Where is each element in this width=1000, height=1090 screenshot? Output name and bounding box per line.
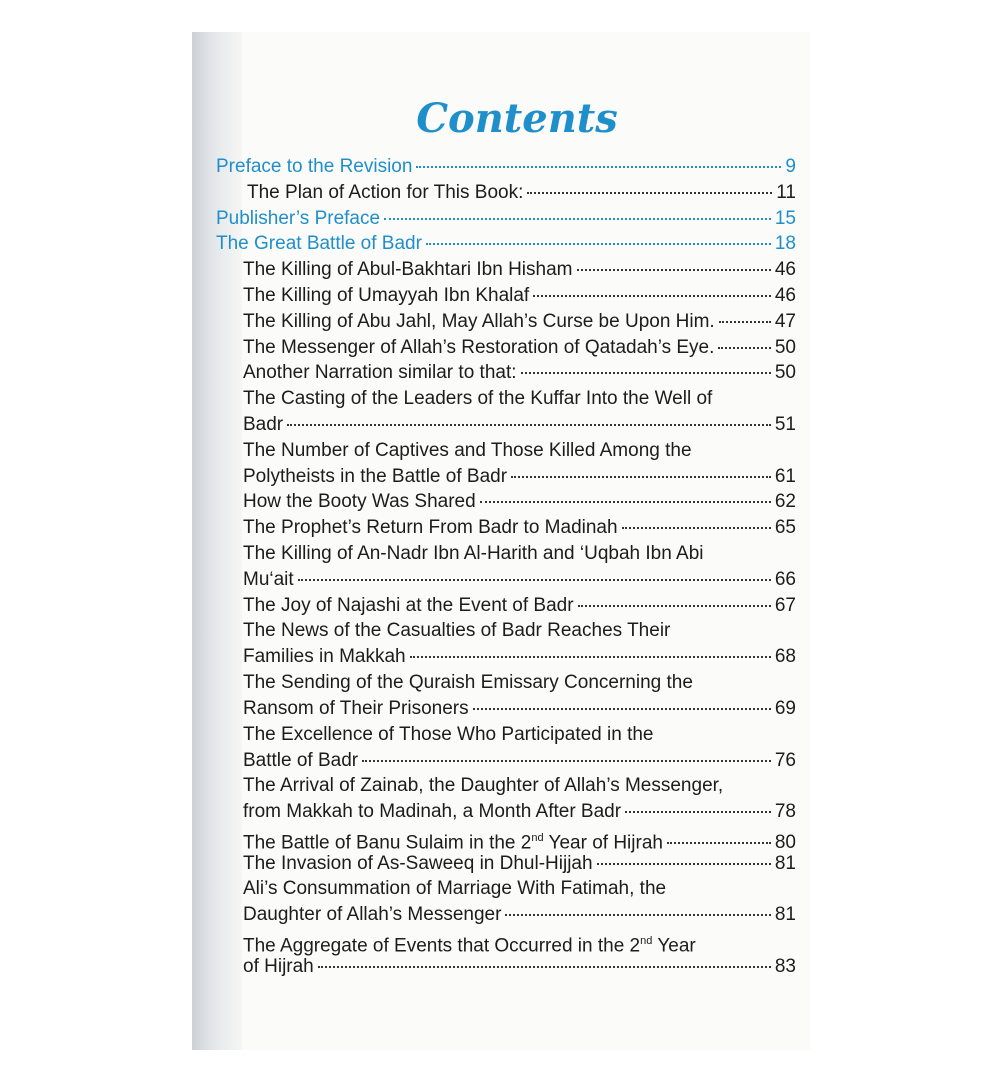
dot-leader <box>719 321 771 323</box>
toc-entry-title: Ali’s Consummation of Marriage With Fatimah, the <box>243 878 667 900</box>
toc-entry-title: Families in Makkah <box>243 646 406 668</box>
toc-entry-title: The Killing of An-Nadr Ibn Al-Harith and ‘Uqbah Ibn Abi <box>243 543 704 564</box>
toc-entry-title: The Invasion of As-Saweeq in Dhul-Hijjah <box>243 852 593 874</box>
toc-entry-title: from Makkah to Madinah, a Month After Badr <box>243 801 622 823</box>
dot-leader <box>667 842 771 844</box>
dot-leader <box>416 166 781 168</box>
toc-entry-title: The Joy of Najashi at the Event of Badr <box>243 594 574 616</box>
toc-page-number: 69 <box>774 698 796 719</box>
toc-page-number: 83 <box>774 956 796 977</box>
toc-entry[interactable] <box>216 618 796 670</box>
toc-entry[interactable] <box>216 825 796 854</box>
contents-title: Contents <box>416 94 618 142</box>
toc-entry-title: Another Narration similar to that: <box>243 362 517 384</box>
toc-entry-title: of Hijrah <box>243 956 314 977</box>
toc-entry-title: Polytheists in the Battle of Badr <box>243 465 508 487</box>
dot-leader <box>527 192 772 194</box>
dot-leader <box>480 501 771 503</box>
toc-page-number: 78 <box>774 801 796 823</box>
dot-leader <box>622 527 771 529</box>
toc-page-number: 62 <box>774 491 796 513</box>
toc-entry[interactable] <box>216 180 796 206</box>
toc-entry-title: Battle of Badr <box>243 749 359 771</box>
toc-page-number: 68 <box>774 646 796 668</box>
toc-page-number: 50 <box>774 362 796 384</box>
toc-entry-title: The Messenger of Allah’s Restoration of Qatadah’s Eye. <box>243 336 715 358</box>
toc-entry[interactable] <box>216 309 796 335</box>
toc-page-number: 15 <box>774 207 796 229</box>
toc-page-number: 46 <box>774 259 796 281</box>
dot-leader <box>625 811 771 813</box>
toc-page-number: 46 <box>774 285 796 306</box>
toc-entry-title: The Killing of Abul-Bakhtari Ibn Hisham <box>243 259 573 281</box>
toc-page-number: 11 <box>776 181 796 203</box>
toc-entry-title: Publisher’s Preface <box>216 207 381 229</box>
toc-entry[interactable] <box>216 335 796 361</box>
toc-entry-title: The Number of Captives and Those Killed Among the <box>243 439 692 461</box>
dot-leader <box>577 269 771 271</box>
toc-page-number: 50 <box>774 336 796 358</box>
toc-entry[interactable] <box>216 386 796 438</box>
dot-leader <box>426 243 771 245</box>
toc-entry-title: The Great Battle of Badr <box>216 233 422 255</box>
toc-entry-title: The Aggregate of Events that Occurred in the 2nd Year <box>243 935 696 957</box>
toc-entry[interactable] <box>216 541 796 593</box>
dot-leader <box>318 966 771 968</box>
toc-entry[interactable] <box>216 231 796 257</box>
toc-entry-title: The Sending of the Quraish Emissary Concerning the <box>243 672 693 693</box>
toc-page-number: 66 <box>774 569 796 590</box>
toc-entry-title: How the Booty Was Shared <box>243 491 476 513</box>
toc-page-number: 9 <box>785 156 796 177</box>
toc-entry[interactable] <box>216 593 796 619</box>
toc-entry[interactable] <box>216 206 796 232</box>
toc-entry-title: The Excellence of Those Who Participated in the <box>243 723 654 745</box>
toc-entry[interactable] <box>216 851 796 877</box>
toc-entry[interactable] <box>216 928 796 980</box>
toc-entry[interactable] <box>216 670 796 722</box>
toc-entry[interactable] <box>216 283 796 309</box>
toc-page-number: 65 <box>774 517 796 539</box>
toc-page-number: 61 <box>774 465 796 487</box>
toc-entry[interactable] <box>216 773 796 825</box>
toc-entry-title: Badr <box>243 414 284 436</box>
toc-page-number: 76 <box>774 749 796 771</box>
toc-page-number: 81 <box>774 852 796 874</box>
toc-entry-title: Preface to the Revision <box>216 156 413 177</box>
toc-entry[interactable] <box>216 489 796 515</box>
book-page <box>192 32 810 1050</box>
dot-leader <box>384 218 771 220</box>
toc-entry-title: The Killing of Abu Jahl, May Allah’s Curse be Upon Him. <box>243 310 715 332</box>
toc-entry-title: The News of the Casualties of Badr Reaches Their <box>243 620 671 642</box>
toc-entry[interactable] <box>216 360 796 386</box>
toc-entry-title: The Killing of Umayyah Ibn Khalaf <box>243 285 530 306</box>
dot-leader <box>718 347 770 349</box>
toc-entry-title: The Casting of the Leaders of the Kuffar Into the Well of <box>243 388 713 410</box>
dot-leader <box>362 760 771 762</box>
toc-entry[interactable] <box>216 438 796 490</box>
toc-page-number: 67 <box>774 594 796 616</box>
toc-entry-title: The Prophet’s Return From Badr to Madinah <box>243 517 618 539</box>
toc-entry-title: The Battle of Banu Sulaim in the 2nd Year of Hijrah <box>243 831 663 854</box>
dot-leader <box>521 372 771 374</box>
toc-entry[interactable] <box>216 257 796 283</box>
toc-entry[interactable] <box>216 154 796 180</box>
toc-entry-title: Ransom of Their Prisoners <box>243 698 469 719</box>
toc-page-number: 51 <box>774 414 796 436</box>
toc-entry-title: The Arrival of Zainab, the Daughter of Allah’s Messenger, <box>243 775 724 797</box>
dot-leader <box>505 914 770 916</box>
toc-page-number: 80 <box>774 832 796 854</box>
toc-entry-title: Mu‘ait <box>243 569 294 590</box>
toc-entry[interactable] <box>216 722 796 774</box>
toc-entry-title: Daughter of Allah’s Messenger <box>243 904 502 926</box>
dot-leader <box>298 579 771 581</box>
dot-leader <box>533 295 771 297</box>
toc-entry-title: The Plan of Action for This Book: <box>247 181 524 203</box>
toc-entry[interactable] <box>216 515 796 541</box>
dot-leader <box>578 605 771 607</box>
toc-page-number: 81 <box>774 904 796 926</box>
dot-leader <box>287 424 771 426</box>
toc-page-number: 18 <box>774 233 796 255</box>
dot-leader <box>473 708 771 710</box>
dot-leader <box>511 476 771 478</box>
dot-leader <box>410 656 771 658</box>
toc-page-number: 47 <box>774 310 796 332</box>
toc-entry[interactable] <box>216 876 796 928</box>
dot-leader <box>597 863 771 865</box>
